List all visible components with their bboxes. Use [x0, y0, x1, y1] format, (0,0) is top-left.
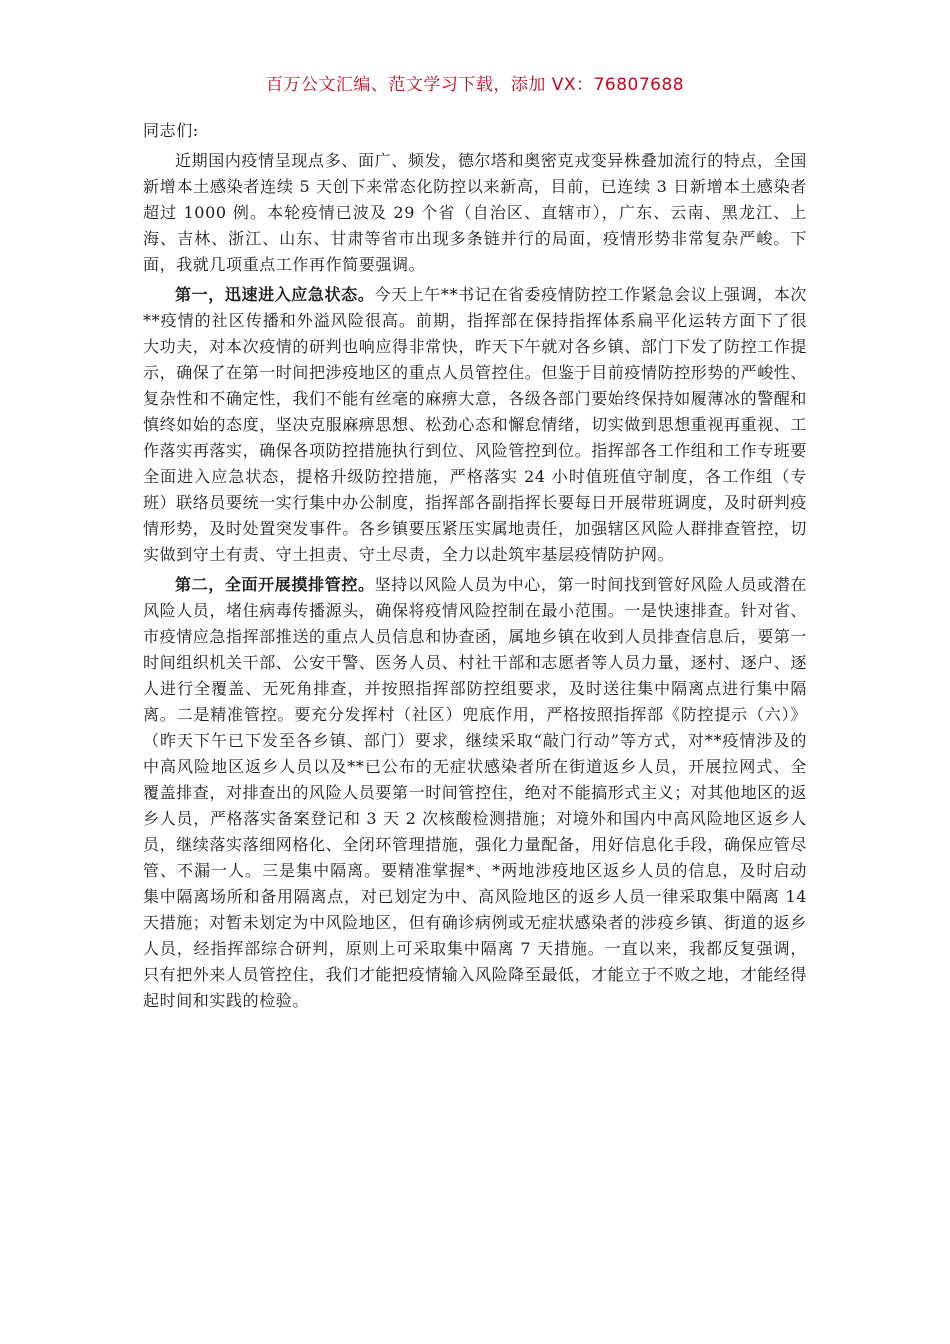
section-heading: 第一，迅速进入应急状态。	[175, 285, 375, 304]
paragraph-section-1	[143, 282, 807, 568]
paragraph-intro	[143, 148, 807, 278]
paragraph-text: 近期国内疫情呈现点多、面广、频发，德尔塔和奥密克戎变异株叠加流行的特点，全国新增本土感染者连续 5 天创下来常态化防控以来新高，目前，已连续 3 日新增本土感染者超过 1000 例。本轮疫情已波及 29 个省（自治区、直辖市），广东、云南、黑龙江、上海、吉林、浙江、山东、甘肃等省市出现多条链并行的局面，疫情形势非常复杂严峻。下面，我就几项重点工作再作简要强调。	[143, 151, 807, 274]
paragraph-section-2	[143, 572, 807, 1014]
section-heading: 第二，全面开展摸排管控。	[175, 575, 375, 594]
paragraph-text: 坚持以风险人员为中心，第一时间找到管好风险人员或潜在风险人员，堵住病毒传播源头，确保将疫情风险控制在最小范围。一是快速排查。针对省、市疫情应急指挥部推送的重点人员信息和协查函，属地乡镇在收到人员排查信息后，要第一时间组织机关干部、公安干警、医务人员、村社干部和志愿者等人员力量，逐村、逐户、逐人进行全覆盖、无死角排查，并按照指挥部防控组要求，及时送往集中隔离点进行集中隔离。二是精准管控。要充分发挥村（社区）兜底作用，严格按照指挥部《防控提示（六）》（昨天下午已下发至各乡镇、部门）要求，继续采取“敲门行动”等方式，对**疫情涉及的中高风险地区返乡人员以及**已公布的无症状感染者所在街道返乡人员，开展拉网式、全覆盖排查，对排查出的风险人员要第一时间管控住，绝对不能搞形式主义；对其他地区的返乡人员，严格落实备案登记和 3 天 2 次核酸检测措施；对境外和国内中高风险地区返乡人员，继续落实落细网格化、全闭环管理措施，强化力量配备，用好信息化手段，确保应管尽管、不漏一人。三是集中隔离。要精准掌握*、*两地涉疫地区返乡人员的信息，及时启动集中隔离场所和备用隔离点，对已划定为中、高风险地区的返乡人员一律采取集中隔离 14 天措施；对暂未划定为中风险地区，但有确诊病例或无症状感染者的涉疫乡镇、街道的返乡人员，经指挥部综合研判，原则上可采取集中隔离 7 天措施。一直以来，我都反复强调，只有把外来人员管控住，我们才能把疫情输入风险降至最低，才能立于不败之地，才能经得起时间和实践的检验。	[143, 575, 808, 1010]
salutation: 同志们:	[143, 121, 199, 140]
paragraph-text: 今天上午**书记在省委疫情防控工作紧急会议上强调，本次**疫情的社区传播和外溢风险很高。前期，指挥部在保持指挥体系扁平化运转方面下了很大功夫，对本次疫情的研判也响应得非常快，昨天下午就对各乡镇、部门下发了防控工作提示，确保了在第一时间把涉疫地区的重点人员管控住。但鉴于目前疫情防控形势的严峻性、复杂性和不确定性，我们不能有丝毫的麻痹大意，各级各部门要始终保持如履薄冰的警醒和慎终如始的态度，坚决克服麻痹思想、松劲心态和懈怠情绪，切实做到思想重视再重视、工作落实再落实，确保各项防控措施执行到位、风险管控到位。指挥部各工作组和工作专班要全面进入应急状态，提格升级防控措施，严格落实 24 小时值班值守制度，各工作组（专班）联络员要统一实行集中办公制度，指挥部各副指挥长要每日开展带班调度，及时研判疫情形势，及时处置突发事件。各乡镇要压紧压实属地责任，加强辖区风险人群排查管控，切实做到守土有责、守土担责、守土尽责，全力以赴筑牢基层疫情防护网。	[143, 285, 808, 564]
document-body	[143, 118, 807, 1018]
promo-header: 百万公文汇编、范文学习下载，添加 VX：76807688	[265, 75, 685, 95]
